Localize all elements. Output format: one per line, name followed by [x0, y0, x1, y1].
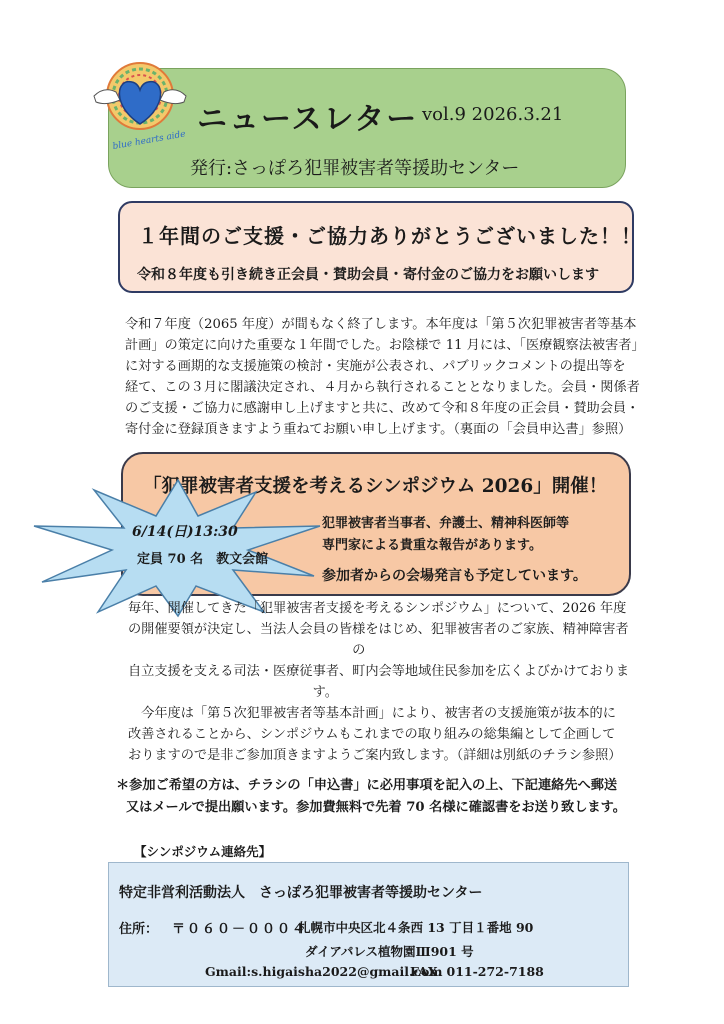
- issue-number-date: vol.9 2026.3.21: [422, 104, 564, 125]
- application-note: 又はメールで提出願います。参加費無料で先着 70 名様に確認書をお送り致します。: [126, 800, 626, 815]
- paragraph-line: に対する画期的な支援施策の検討・実施が公表され、パブリックコメントの提出等を: [125, 359, 626, 374]
- paragraph-line: す。: [128, 685, 338, 700]
- organization-name: 特定非営利活動法人 さっぽろ犯罪被害者等援助センター: [119, 885, 483, 901]
- symposium-detail: 専門家による貴重な報告があります。: [322, 538, 542, 553]
- paragraph-line: 計画」の策定に向けた重要な１年間でした。お陰様で 11 月には、「医療観察法被害者」: [125, 338, 645, 353]
- publisher: 発行:さっぽろ犯罪被害者等援助センター: [190, 158, 520, 179]
- email-address[interactable]: Gmail:s.higaisha2022@gmail.com: [205, 964, 443, 979]
- fax-number: FAX: 011-272-7188: [410, 964, 544, 979]
- paragraph-line: 今年度は「第５次犯罪被害者等基本計画」により、被害者の支援施策が抜本的に: [128, 706, 616, 721]
- symposium-capacity-venue: 定員 70 名 教文会館: [137, 552, 269, 567]
- paragraph-line: の: [128, 643, 366, 658]
- contact-label: 【シンポジウム連絡先】: [134, 844, 272, 859]
- paragraph-line: のご支援・ご協力に感謝申し上げますと共に、改めて令和８年度の正会員・賛助会員・: [125, 401, 640, 416]
- paragraph-line: 令和７年度（2065 年度）が間もなく終了します。本年度は「第５次犯罪被害者等基本: [125, 317, 637, 332]
- intro-paragraph: [125, 314, 645, 440]
- paragraph-line: 寄付金に登録頂きますよう重ねてお願い申し上げます。（裏面の「会員申込書」参照）: [125, 422, 632, 437]
- address-line: 札幌市中央区北４条西 13 丁目１番地 90: [298, 920, 534, 935]
- application-note: ＊参加ご希望の方は、チラシの「申込書」に必用事項を記入の上、下記連絡先へ郵送: [116, 778, 618, 793]
- paragraph-line: 自立支援を支える司法・医療従事者、町内会等地域住民参加を広くよびかけておりま: [128, 664, 630, 679]
- paragraph-line: 改善されることから、シンポジウムもこれまでの取り組みの総集編として企画して: [128, 727, 616, 742]
- thanks-heading: １年間のご支援・ご協力ありがとうございました！！: [138, 224, 642, 248]
- symposium-detail: 参加者からの会場発言も予定しています。: [322, 568, 587, 584]
- symposium-detail: 犯罪被害者当事者、弁護士、精神科医師等: [322, 516, 570, 531]
- symposium-paragraph: [128, 598, 629, 766]
- symposium-title: 「犯罪被害者支援を考えるシンポジウム 2026」開催！: [143, 476, 608, 497]
- paragraph-line: 経て、この３月に閣議決定され、４月から執行されることとなりました。会員・関係者: [125, 380, 640, 395]
- paragraph-line: 毎年、開催してきた「犯罪被害者支援を考えるシンポジウム」について、2026 年度: [128, 601, 627, 616]
- blue-hearts-aide-logo: [92, 60, 192, 152]
- logo-text: blue hearts aide: [111, 129, 187, 152]
- membership-request: 令和８年度も引き続き正会員・賛助会員・寄付金のご協力をお願いします: [137, 267, 599, 283]
- paragraph-line: おりますので是非ご参加頂きますようご案内致します。（詳細は別紙のチラシ参照）: [128, 748, 622, 763]
- address-label: 住所：: [119, 922, 159, 937]
- symposium-date: 6/14(日)13:30: [132, 524, 238, 540]
- paragraph-line: の開催要領が決定し、当法人会員の皆様をはじめ、犯罪被害者のご家族、精神障害者: [128, 622, 629, 637]
- newsletter-title: ニュースレター: [197, 102, 419, 137]
- postal-code: 〒０６０－０００４: [172, 922, 308, 937]
- address-line: ダイアパレス植物園Ⅲ901 号: [305, 944, 474, 959]
